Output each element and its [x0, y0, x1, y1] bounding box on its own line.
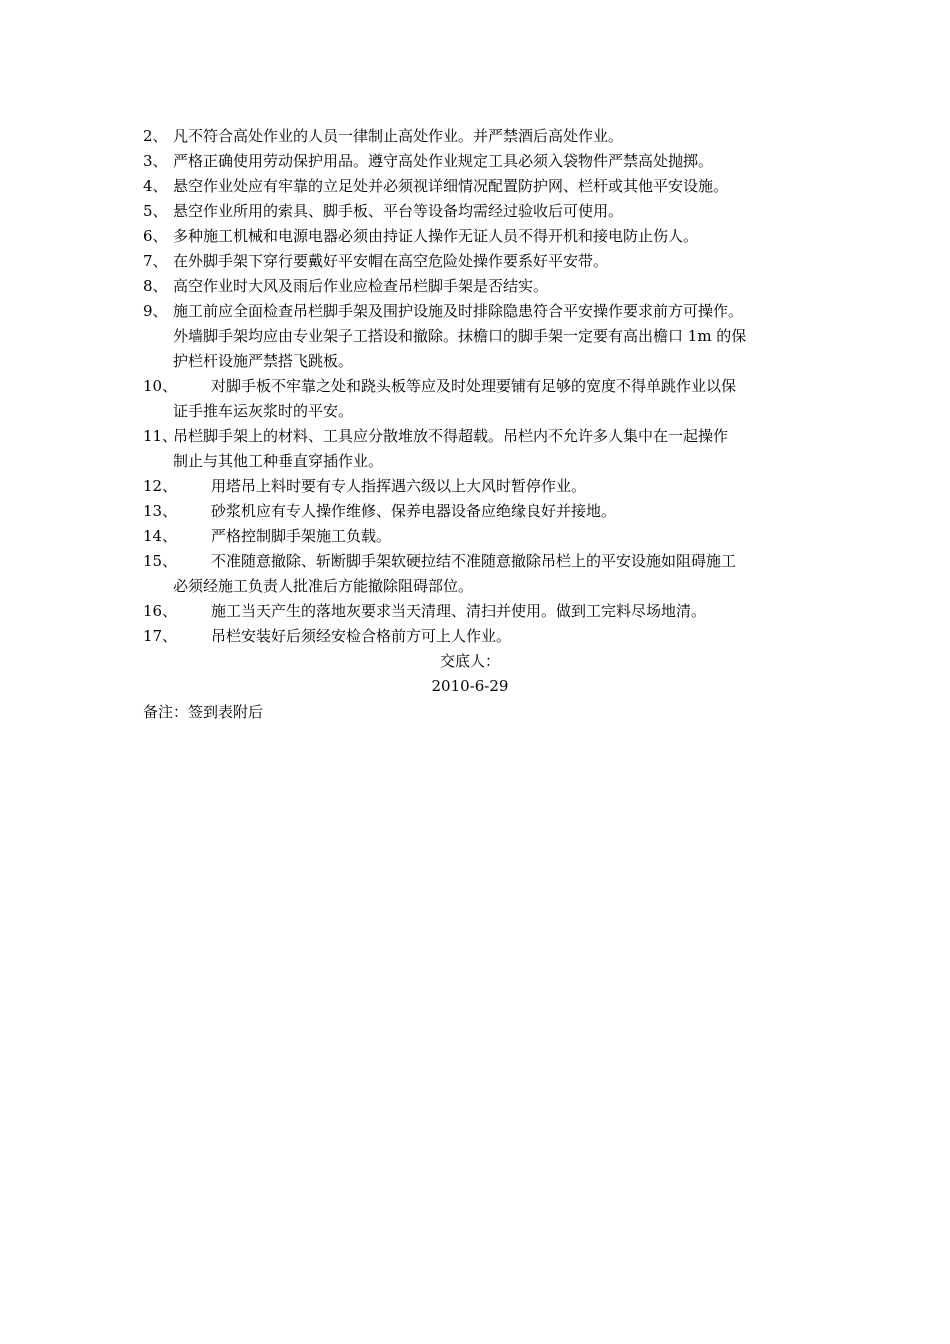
- list-item: [143, 474, 823, 499]
- item-text: 护栏杆设施严禁搭飞跳板。: [173, 352, 354, 370]
- item-text: 外墙脚手架均应由专业架子工搭设和撤除。抹檐口的脚手架一定要有高出檐口 1m 的保: [173, 327, 747, 345]
- handover-signature-label: 交底人：: [439, 652, 500, 670]
- item-text: 吊栏脚手架上的材料、工具应分散堆放不得超载。吊栏内不允许多人集中在一起操作: [173, 427, 729, 445]
- item-number: 12、: [143, 477, 178, 495]
- document-content: [143, 124, 823, 725]
- item-number: 9、: [143, 302, 168, 320]
- item-text: 施工当天产生的落地灰要求当天清理、清扫并使用。做到工完料尽场地清。: [211, 602, 707, 620]
- list-item: [143, 224, 823, 249]
- item-text: 严格控制脚手架施工负载。: [211, 527, 392, 545]
- list-item: [143, 299, 823, 374]
- item-text: 悬空作业所用的索具、脚手板、平台等设备均需经过验收后可使用。: [173, 202, 624, 220]
- item-text: 严格正确使用劳动保护用品。遵守高处作业规定工具必须入袋物件严禁高处抛掷。: [173, 152, 714, 170]
- remark-note: 备注：签到表附后: [143, 703, 264, 721]
- item-number: 4、: [143, 177, 168, 195]
- item-number: 17、: [143, 627, 178, 645]
- item-number: 7、: [143, 252, 168, 270]
- item-text: 在外脚手架下穿行要戴好平安帽在高空危险处操作要系好平安带。: [173, 252, 609, 270]
- list-item: [143, 524, 823, 549]
- list-item: [143, 199, 823, 224]
- list-item: [143, 149, 823, 174]
- list-item: [143, 499, 823, 524]
- item-text: 砂浆机应有专人操作维修、保养电器设备应绝缘良好并接地。: [211, 502, 617, 520]
- item-text: 悬空作业处应有牢靠的立足处并必须视详细情况配置防护网、栏杆或其他平安设施。: [173, 177, 729, 195]
- list-item: [143, 424, 823, 474]
- item-number: 6、: [143, 227, 168, 245]
- item-text: 吊栏安装好后须经安检合格前方可上人作业。: [211, 627, 512, 645]
- list-item: [143, 549, 823, 599]
- item-text: 必须经施工负责人批准后方能撤除阻碍部位。: [173, 577, 474, 595]
- item-number: 2、: [143, 127, 168, 145]
- item-number: 15、: [143, 552, 178, 570]
- list-item: [143, 174, 823, 199]
- item-text: 凡不符合高处作业的人员一律制止高处作业。并严禁酒后高处作业。: [173, 127, 624, 145]
- document-date: 2010-6-29: [431, 677, 509, 695]
- item-number: 13、: [143, 502, 178, 520]
- item-number: 3、: [143, 152, 168, 170]
- list-item: [143, 274, 823, 299]
- item-text: 证手推车运灰浆时的平安。: [173, 402, 354, 420]
- item-text: 施工前应全面检查吊栏脚手架及围护设施及时排除隐患符合平安操作要求前方可操作。: [173, 302, 744, 320]
- list-item: [143, 249, 823, 274]
- item-number: 10、: [143, 377, 178, 395]
- item-number: 16、: [143, 602, 178, 620]
- list-item: [143, 374, 823, 424]
- item-text: 用塔吊上料时要有专人指挥遇六级以上大风时暂停作业。: [211, 477, 587, 495]
- list-item: [143, 624, 823, 649]
- item-text: 制止与其他工种垂直穿插作业。: [173, 452, 384, 470]
- item-number: 8、: [143, 277, 168, 295]
- item-text: 多种施工机械和电源电器必须由持证人操作无证人员不得开机和接电防止伤人。: [173, 227, 699, 245]
- item-text: 不准随意撤除、斩断脚手架软硬拉结不准随意撤除吊栏上的平安设施如阻碍施工: [211, 552, 737, 570]
- item-text: 高空作业时大风及雨后作业应检查吊栏脚手架是否结实。: [173, 277, 549, 295]
- item-text: 对脚手板不牢靠之处和跷头板等应及时处理要铺有足够的宽度不得单跳作业以保: [211, 377, 737, 395]
- item-number: 14、: [143, 527, 178, 545]
- list-item: [143, 599, 823, 624]
- item-number: 11、: [143, 427, 178, 445]
- list-item: [143, 124, 823, 149]
- item-number: 5、: [143, 202, 168, 220]
